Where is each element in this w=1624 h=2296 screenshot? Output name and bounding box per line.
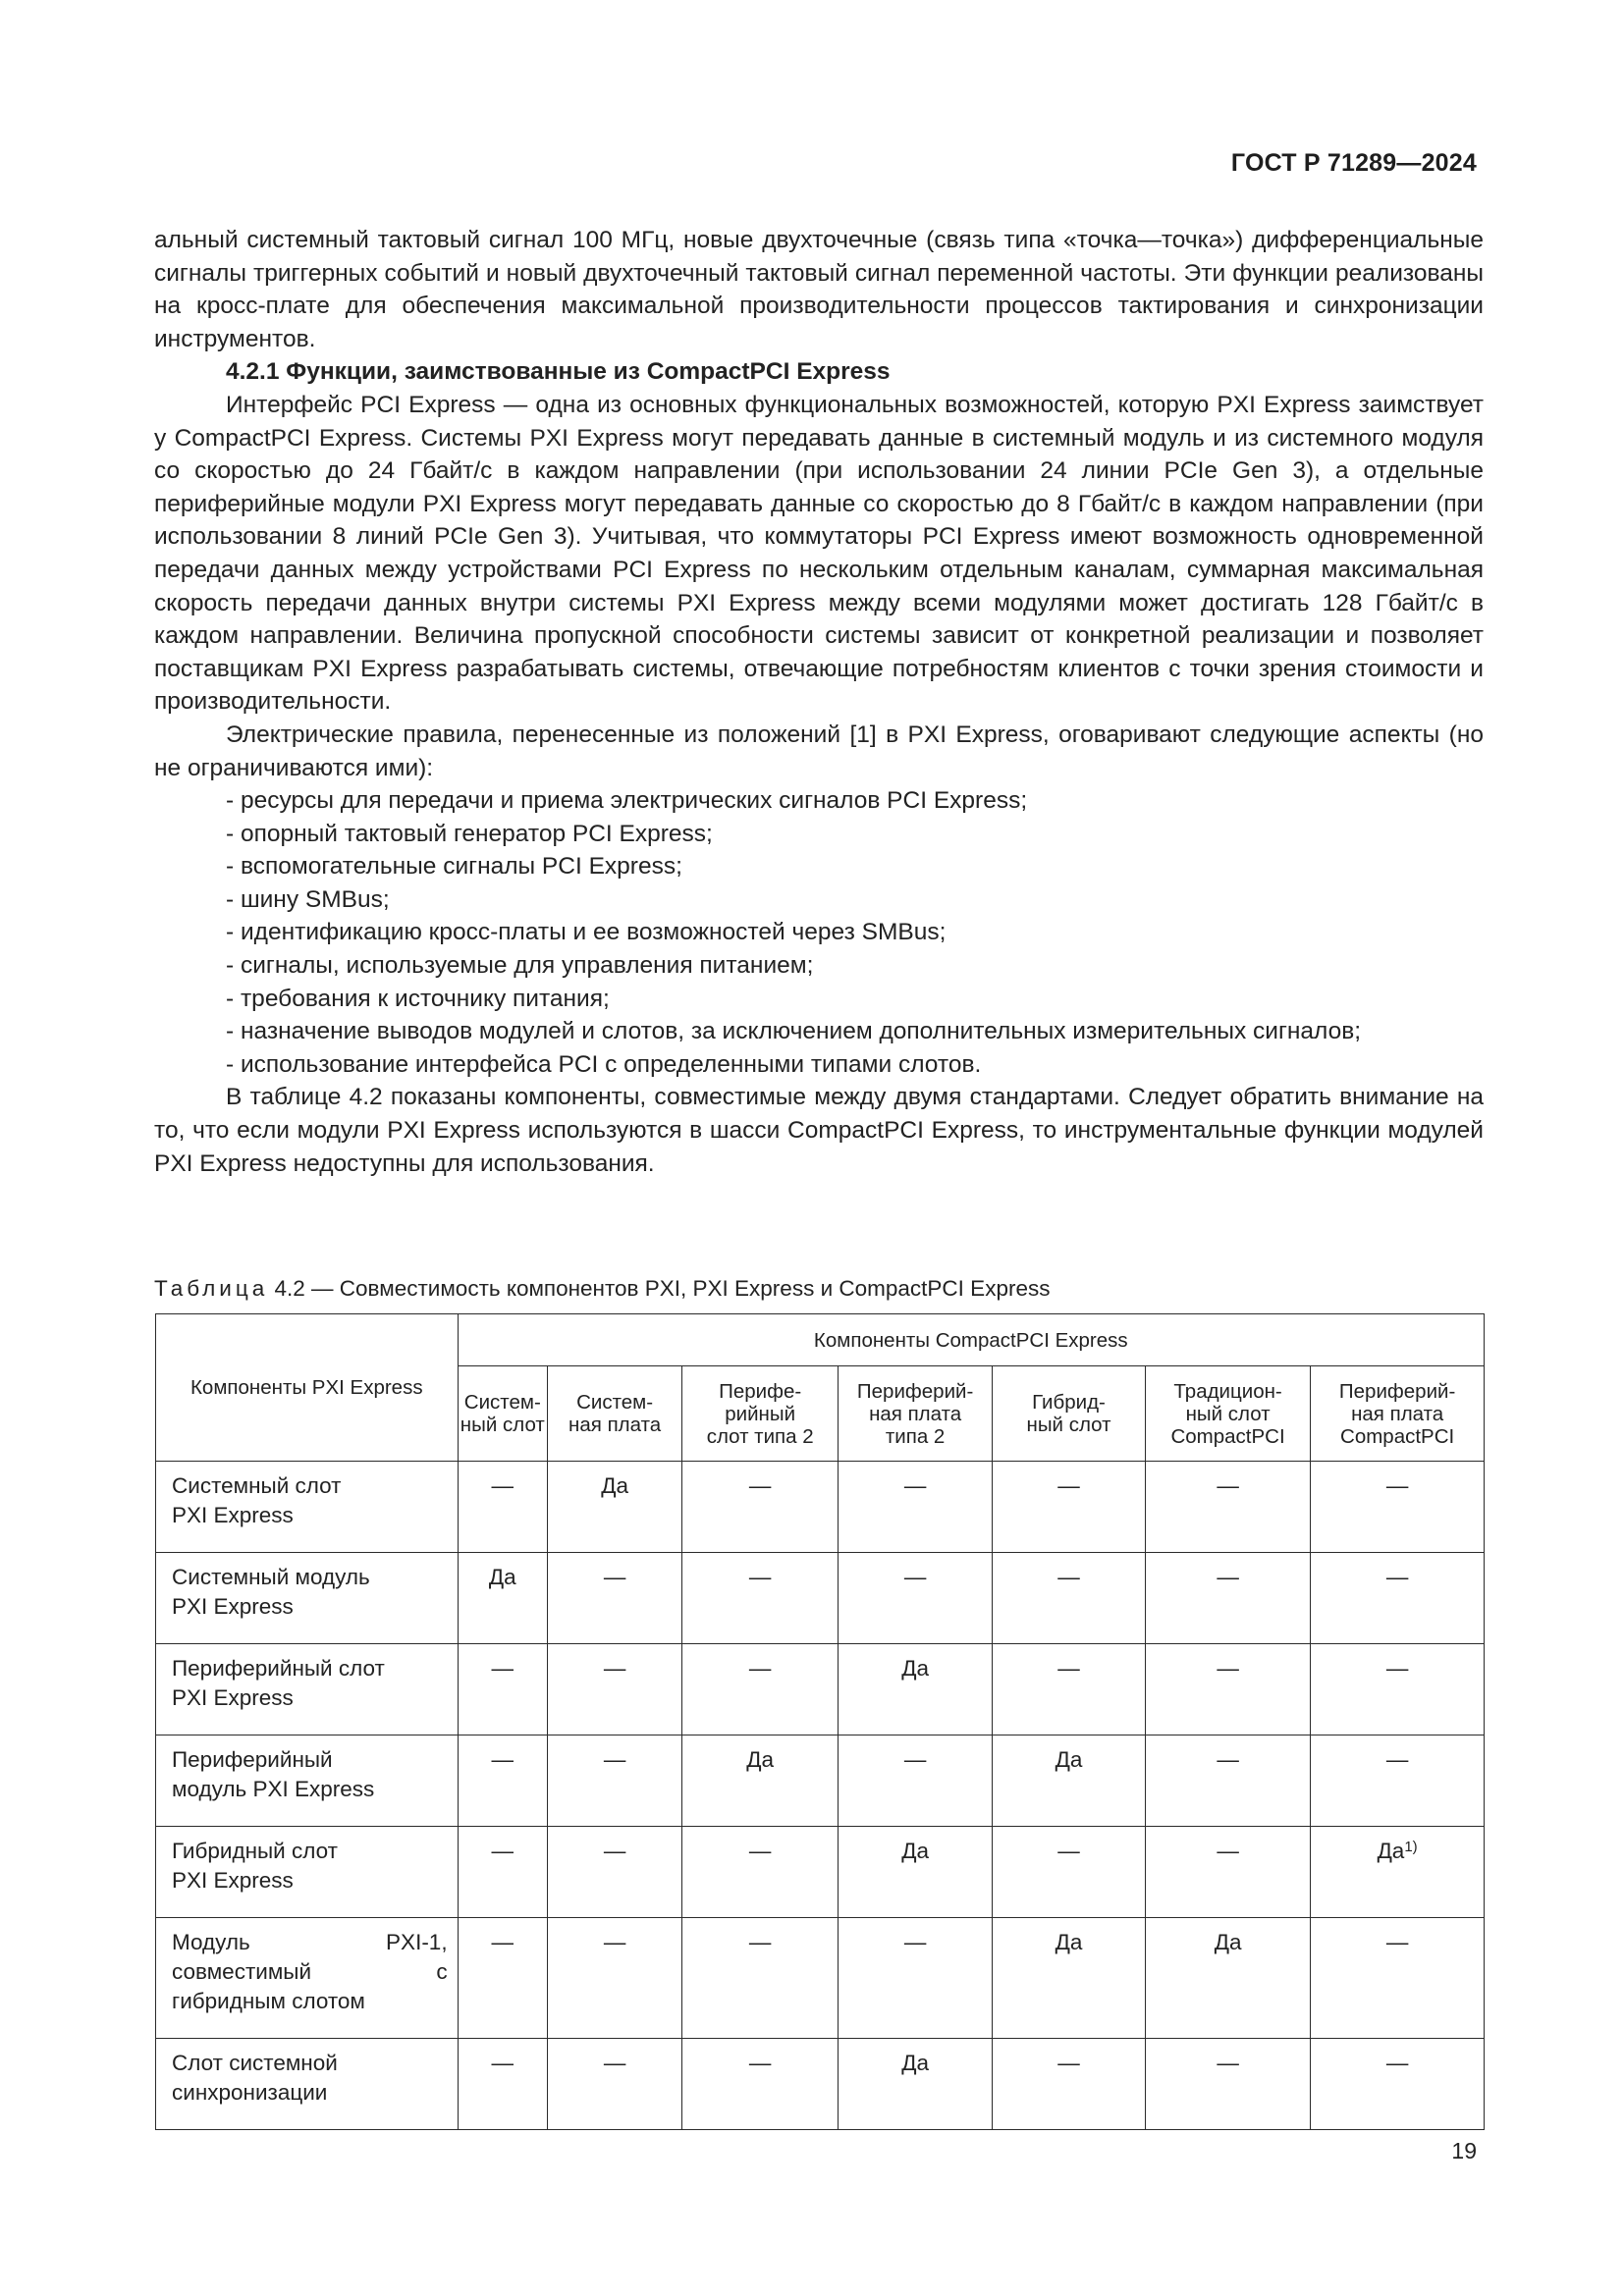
value-text: Да xyxy=(1377,1839,1405,1863)
value-cell xyxy=(682,1553,839,1644)
value-text: — xyxy=(603,1747,626,1772)
list-item: - вспомогательные сигналы PCI Express; xyxy=(226,853,682,881)
value-text: — xyxy=(748,1473,772,1498)
paragraph-electrical-rules: Электрические правила, перенесенные из положений [1] в PXI Express, оговаривают следующие аспекты (но не ограничиваются ими): xyxy=(154,721,1484,781)
value-cell xyxy=(1311,2039,1485,2130)
column-header-cell: Систем- ный слот xyxy=(458,1366,547,1462)
value-cell xyxy=(458,1918,547,2039)
value-text: — xyxy=(748,1656,772,1681)
value-text: Да xyxy=(1214,1930,1242,1954)
value-text: — xyxy=(491,1747,514,1772)
value-text: — xyxy=(903,1930,927,1954)
value-cell xyxy=(839,1827,993,1918)
value-cell xyxy=(548,2039,682,2130)
list-item: - идентификацию кросс-платы и ее возможностей через SMBus; xyxy=(226,919,947,946)
value-text: — xyxy=(748,2051,772,2075)
value-cell xyxy=(993,1553,1146,1644)
value-cell xyxy=(1145,1735,1310,1827)
value-text: Да xyxy=(746,1747,775,1772)
group-header-cell: Компоненты CompactPCI Express xyxy=(458,1314,1484,1366)
paragraph-table-intro: В таблице 4.2 показаны компоненты, совместимые между двумя стандартами. Следует обратить внимание на то, что если модули PXI Express используются в шасси CompactPCI Express, то инструментальные функции модулей PXI Express недоступны для использования. xyxy=(154,1084,1484,1177)
component-cell: Гибридный слот PXI Express xyxy=(156,1827,459,1918)
value-text: — xyxy=(491,1839,514,1863)
value-text: — xyxy=(748,1930,772,1954)
list-item: - опорный тактовый генератор PCI Express; xyxy=(226,820,713,847)
value-cell xyxy=(1145,1918,1310,2039)
value-cell xyxy=(458,1735,547,1827)
list-item: - сигналы, используемые для управления питанием; xyxy=(226,952,814,980)
document-id: ГОСТ Р 71289—2024 xyxy=(1230,149,1477,177)
value-text: Да xyxy=(1055,1930,1083,1954)
value-text: — xyxy=(1385,1656,1409,1681)
value-cell xyxy=(1145,1462,1310,1553)
value-cell xyxy=(1145,1553,1310,1644)
value-text: — xyxy=(1385,1747,1409,1772)
value-text: — xyxy=(491,1473,514,1498)
value-cell xyxy=(682,1644,839,1735)
column-header-cell: Периферий- ная плата типа 2 xyxy=(839,1366,993,1462)
list-item: - шину SMBus; xyxy=(226,885,390,913)
table-caption-text: 4.2 — Совместимость компонентов PXI, PXI Express и CompactPCI Express xyxy=(268,1276,1051,1301)
value-text: — xyxy=(603,1656,626,1681)
value-text: — xyxy=(603,1839,626,1863)
value-cell xyxy=(1311,1735,1485,1827)
table-caption-prefix: Таблица xyxy=(154,1276,269,1301)
value-text: Да xyxy=(1055,1747,1083,1772)
value-cell xyxy=(682,1918,839,2039)
value-text: — xyxy=(491,1656,514,1681)
value-cell xyxy=(458,1553,547,1644)
value-text: — xyxy=(1217,2051,1239,2075)
column-header-cell: Периферий- ная плата CompactPCI xyxy=(1311,1366,1485,1462)
value-text: — xyxy=(1057,1565,1080,1589)
value-cell xyxy=(993,1735,1146,1827)
value-cell xyxy=(1311,1462,1485,1553)
value-cell xyxy=(993,1462,1146,1553)
list-item: - требования к источнику питания; xyxy=(226,985,610,1012)
table-row xyxy=(156,1553,1485,1644)
compatibility-table xyxy=(155,1313,1485,2130)
value-cell xyxy=(548,1644,682,1735)
value-cell xyxy=(1145,1827,1310,1918)
value-cell xyxy=(839,1553,993,1644)
list-item: - использование интерфейса PCI с определенными типами слотов. xyxy=(226,1050,982,1078)
value-cell xyxy=(839,1735,993,1827)
column-header-cell: Гибрид- ный слот xyxy=(993,1366,1146,1462)
component-cell: Периферийный слот PXI Express xyxy=(156,1644,459,1735)
value-text: — xyxy=(1385,1565,1409,1589)
value-text: — xyxy=(1057,1839,1080,1863)
column-header-cell: Перифе- рийный слот типа 2 xyxy=(682,1366,839,1462)
value-text: Да xyxy=(901,1656,929,1681)
component-cell: Периферийный модуль PXI Express xyxy=(156,1735,459,1827)
table-row xyxy=(156,2039,1485,2130)
value-cell xyxy=(1311,1644,1485,1735)
value-cell xyxy=(1311,1553,1485,1644)
footnote-mark: 1) xyxy=(1404,1839,1418,1855)
value-text: — xyxy=(748,1839,772,1863)
component-cell: Системный слот PXI Express xyxy=(156,1462,459,1553)
page-number: 19 xyxy=(1451,2138,1477,2163)
value-cell xyxy=(1145,1644,1310,1735)
value-cell xyxy=(548,1735,682,1827)
value-text: — xyxy=(603,2051,626,2075)
value-cell xyxy=(458,1827,547,1918)
value-cell xyxy=(839,1918,993,2039)
value-cell xyxy=(548,1918,682,2039)
rules-list xyxy=(154,784,1484,1081)
component-cell: Слот системной синхронизации xyxy=(156,2039,459,2130)
table-caption xyxy=(154,1274,1050,1304)
value-text: — xyxy=(1217,1565,1239,1589)
list-item: - ресурсы для передачи и приема электрических сигналов PCI Express; xyxy=(226,787,1028,815)
list-item: - назначение выводов модулей и слотов, за исключением дополнительных измерительных сигналов; xyxy=(226,1018,1362,1045)
value-cell xyxy=(458,1462,547,1553)
table-row xyxy=(156,1644,1485,1735)
value-cell xyxy=(839,1462,993,1553)
value-cell xyxy=(1145,2039,1310,2130)
value-text: — xyxy=(903,1473,927,1498)
value-cell xyxy=(682,1735,839,1827)
value-text: Да xyxy=(901,1839,929,1863)
paragraph-pci-express: Интерфейс PCI Express — одна из основных функциональных возможностей, которую PXI Express заимствует у CompactPCI Express. Системы PXI Express могут передавать данные в системный модуль и из системного модуля со скоростью до 24 Гбайт/с в каждом направлении (при использовании 24 линии PCIe Gen 3), а отдельные периферийные модули PXI Express могут передавать данные со скоростью до 8 Гбайт/с в каждом направлении (при использовании 8 линий PCIe Gen 3). Учитывая, что коммутаторы PCI Express имеют возможность одновременной передачи данных между устройствами PCI Express по нескольким отдельным каналам, суммарная максимальная скорость передачи данных внутри системы PXI Express между всеми модулями может достигать 128 Гбайт/с в каждом направлении. Величина пропускной способности системы зависит от конкретной реализации и позволяет поставщикам PXI Express разрабатывать системы, отвечающие потребностям клиентов с точки зрения стоимости и производительности. xyxy=(154,391,1484,716)
row-header-cell: Компоненты PXI Express xyxy=(156,1314,459,1462)
value-text: Да xyxy=(488,1565,516,1589)
value-cell xyxy=(1311,1918,1485,2039)
value-cell xyxy=(682,2039,839,2130)
body-text xyxy=(154,224,1484,1180)
value-text: — xyxy=(748,1565,772,1589)
value-text: — xyxy=(1057,1656,1080,1681)
value-cell xyxy=(548,1827,682,1918)
table-row xyxy=(156,1918,1485,2039)
value-cell xyxy=(993,2039,1146,2130)
table-row xyxy=(156,1827,1485,1918)
value-cell xyxy=(839,1644,993,1735)
value-text: — xyxy=(603,1565,626,1589)
value-text: Да xyxy=(601,1473,628,1498)
value-cell xyxy=(682,1462,839,1553)
value-text: — xyxy=(1217,1839,1239,1863)
section-heading: 4.2.1 Функции, заимствованные из CompactPCI Express xyxy=(226,358,891,386)
value-cell xyxy=(993,1827,1146,1918)
table-row xyxy=(156,1462,1485,1553)
value-cell xyxy=(993,1918,1146,2039)
value-text: — xyxy=(1385,1473,1409,1498)
value-cell xyxy=(993,1644,1146,1735)
value-text: — xyxy=(1057,1473,1080,1498)
column-header-cell: Систем- ная плата xyxy=(548,1366,682,1462)
column-header-cell: Традицион- ный слот CompactPCI xyxy=(1145,1366,1310,1462)
value-cell xyxy=(682,1827,839,1918)
value-text: — xyxy=(1217,1473,1239,1498)
value-text: Да xyxy=(901,2051,929,2075)
value-text: — xyxy=(903,1747,927,1772)
value-text: — xyxy=(1385,2051,1409,2075)
value-text: — xyxy=(903,1565,927,1589)
component-cell: Системный модуль PXI Express xyxy=(156,1553,459,1644)
value-text: — xyxy=(1217,1747,1239,1772)
paragraph-continuation: альный системный тактовый сигнал 100 МГц, новые двухточечные (связь типа «точка—точка») дифференциальные сигналы триггерных событий и новый двухточечный тактовый сигнал переменной частоты. Эти функции реализованы на кросс-плате для обеспечения максимальной производительности процессов тактирования и синхронизации инструментов. xyxy=(154,227,1484,352)
value-text: — xyxy=(603,1930,626,1954)
table-row xyxy=(156,1735,1485,1827)
value-text: — xyxy=(491,2051,514,2075)
component-cell: Модуль PXI-1, совместимый с гибридным слотом xyxy=(156,1918,459,2039)
value-cell xyxy=(458,2039,547,2130)
value-cell xyxy=(548,1462,682,1553)
value-cell xyxy=(458,1644,547,1735)
value-text: — xyxy=(491,1930,514,1954)
value-cell xyxy=(839,2039,993,2130)
value-cell xyxy=(548,1553,682,1644)
value-text: — xyxy=(1385,1930,1409,1954)
value-text: — xyxy=(1057,2051,1080,2075)
value-cell xyxy=(1311,1827,1485,1918)
value-text: — xyxy=(1217,1656,1239,1681)
